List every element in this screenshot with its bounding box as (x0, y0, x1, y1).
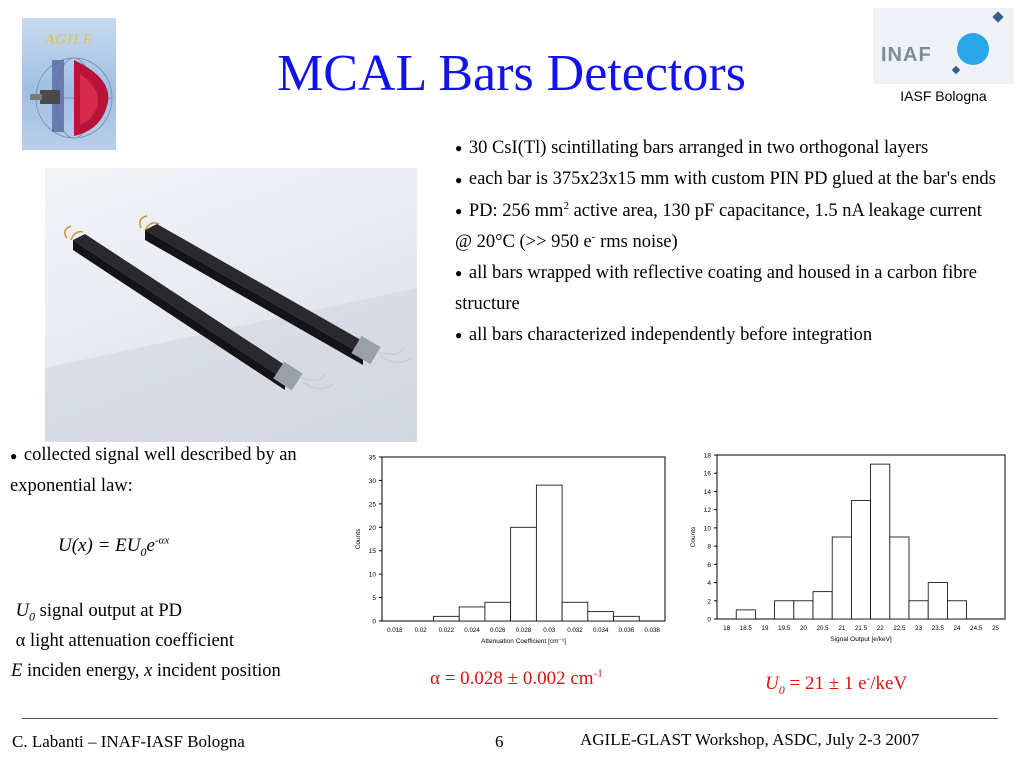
histogram-bar (890, 537, 909, 619)
x-tick-label: 18 (723, 625, 731, 632)
definition-e-x (11, 656, 281, 686)
bullet-item (455, 258, 1003, 320)
footer-author: C. Labanti – INAF-IASF Bologna (12, 732, 245, 751)
definition-text: inciden energy, (22, 661, 145, 681)
bullet-icon: ● (455, 266, 463, 280)
x-tick-label: 0.03 (543, 627, 556, 634)
alpha-result-text: α = 0.028 ± 0.002 cm (430, 668, 594, 689)
y-tick-label: 8 (707, 543, 711, 551)
bullet-text: rms noise) (595, 231, 678, 252)
bullet-text: all bars characterized independently before integration (468, 325, 873, 345)
y-tick-label: 18 (703, 452, 711, 460)
x-tick-label: 0.032 (567, 627, 583, 634)
inaf-caption: IASF Bologna (900, 88, 987, 104)
x-tick-label: 23 (915, 625, 923, 632)
x-tick-label: 0.036 (618, 627, 635, 634)
x-tick-label: 19 (761, 625, 769, 632)
description-text: collected signal well described by an exponential law: (10, 445, 297, 496)
bullet-text: PD: 256 mm (468, 200, 564, 221)
superscript: 2 (563, 199, 569, 212)
x-tick-label: 19.5 (778, 625, 791, 632)
histogram-bar (562, 602, 588, 621)
csi-bars-image (45, 168, 417, 442)
y-tick-label: 0 (707, 616, 711, 624)
x-tick-label: 20.5 (816, 625, 829, 632)
symbol: E (11, 661, 23, 681)
y-tick-label: 5 (372, 595, 376, 603)
bullet-text: active area, 130 pF capacitance, 1.5 nA leakage current @ 20°C (>> 950 e (455, 200, 982, 252)
y-tick-label: 30 (368, 477, 376, 485)
symbol: U (765, 673, 779, 694)
attenuation-histogram (355, 447, 675, 652)
superscript: -1 (593, 667, 603, 680)
x-tick-label: 0.02 (414, 627, 427, 634)
y-tick-label: 4 (707, 580, 711, 588)
page-number: 6 (495, 732, 504, 751)
histogram-bar (909, 601, 928, 619)
x-tick-label: 22 (876, 625, 884, 632)
u0-result-unit: /keV (870, 673, 908, 694)
histogram-bar (459, 607, 485, 621)
histogram-bar (485, 602, 511, 621)
bullet-icon: ● (455, 141, 463, 156)
formula-exp-base: e (146, 535, 155, 556)
x-tick-label: 20 (799, 625, 807, 632)
definition-u0 (11, 596, 281, 626)
x-tick-label: 0.022 (438, 627, 455, 634)
definition-alpha (11, 626, 281, 656)
y-tick-label: 16 (703, 470, 711, 478)
symbol: α (15, 631, 26, 651)
histogram-bar (832, 537, 851, 619)
page-title: MCAL Bars Detectors (277, 45, 746, 102)
x-tick-label: 0.028 (515, 627, 532, 634)
histogram-bar (511, 527, 537, 621)
formula-subscript: 0 (140, 544, 147, 559)
alpha-result (430, 668, 603, 690)
x-tick-label: 24 (953, 625, 961, 632)
feature-bullet-list (455, 133, 1003, 351)
bullet-text: each bar is 375x23x15 mm with custom PIN PD glued at the bar's ends (468, 169, 996, 190)
x-tick-label: 0.034 (592, 627, 609, 634)
y-tick-label: 14 (703, 488, 711, 496)
bullet-item (455, 196, 1003, 258)
bullet-icon: ● (455, 328, 463, 343)
u0-result-text: = 21 ± 1 e (784, 673, 867, 694)
inaf-logo-text: INAF (881, 44, 932, 66)
definition-text: signal output at PD (35, 601, 182, 621)
histogram-bar (851, 501, 870, 619)
histogram-bar (433, 616, 459, 621)
x-tick-label: 21 (838, 625, 846, 632)
u0-result (765, 673, 907, 695)
symbol-subscript: 0 (778, 682, 785, 697)
x-axis-label: Signal Output [e/keV] (830, 636, 892, 643)
signal-output-histogram (690, 447, 1015, 652)
definition-text: light attenuation coefficient (25, 631, 235, 651)
agile-logo-text: AGILE (45, 32, 93, 48)
bullet-text: all bars wrapped with reflective coating and housed in a carbon fibre structure (455, 262, 977, 314)
superscript: - (591, 230, 596, 243)
bullet-text: 30 CsI(Tl) scintillating bars arranged in two orthogonal layers (468, 138, 929, 158)
histogram-bar (536, 485, 562, 621)
symbol-definitions (11, 596, 281, 686)
symbol: U (15, 601, 29, 621)
y-axis-label: Counts (690, 526, 697, 548)
y-tick-label: 2 (707, 598, 711, 606)
histogram-bar (928, 583, 947, 619)
x-tick-label: 23.5 (931, 625, 944, 632)
x-tick-label: 0.038 (644, 627, 660, 634)
histogram-bar (794, 601, 813, 619)
x-tick-label: 0.018 (387, 627, 403, 634)
inaf-logo (873, 8, 1014, 84)
y-tick-label: 6 (707, 561, 711, 569)
superscript: - (866, 672, 871, 685)
formula-exponent: -αx (154, 534, 170, 547)
footer-event: AGILE-GLAST Workshop, ASDC, July 2-3 2007 (580, 730, 920, 749)
csi-bars-photo (45, 168, 417, 442)
y-tick-label: 10 (703, 525, 711, 533)
bullet-item (455, 133, 1003, 164)
histogram-bar (871, 464, 890, 619)
x-tick-label: 0.024 (464, 627, 480, 634)
symbol: x (144, 661, 153, 681)
histogram-bar (775, 601, 794, 619)
y-axis-label: Counts (355, 528, 362, 550)
footer-divider (22, 718, 998, 719)
x-tick-label: 0.026 (490, 627, 506, 634)
definition-text: incident position (152, 661, 281, 681)
symbol-subscript: 0 (29, 609, 35, 624)
y-tick-label: 35 (368, 454, 376, 462)
x-tick-label: 21.5 (854, 625, 868, 632)
y-tick-label: 12 (703, 507, 711, 515)
formula-lhs: U(x) = EU (58, 535, 141, 556)
bullet-icon: ● (10, 448, 18, 463)
bullet-icon: ● (455, 172, 463, 187)
histogram-bar (736, 610, 755, 619)
histogram-bar (947, 601, 966, 619)
bullet-icon: ● (455, 203, 463, 218)
bullet-item (455, 320, 1003, 351)
y-tick-label: 15 (368, 548, 376, 556)
x-axis-label: Attenuation Coefficient [cm⁻¹] (481, 638, 566, 645)
histogram-bar (614, 616, 640, 621)
x-tick-label: 24.5 (970, 625, 983, 632)
bullet-item (455, 164, 1003, 195)
histogram-bar (813, 592, 832, 619)
exponential-formula (58, 535, 169, 557)
y-tick-label: 20 (368, 524, 376, 532)
y-tick-label: 10 (368, 571, 376, 579)
y-tick-label: 0 (372, 618, 376, 626)
x-tick-label: 22.5 (893, 625, 906, 632)
histogram-bar (588, 612, 614, 621)
y-tick-label: 25 (368, 501, 376, 509)
x-tick-label: 18.5 (739, 625, 752, 632)
signal-description (10, 440, 355, 501)
inaf-emblem-icon (873, 8, 1014, 84)
x-tick-label: 25 (991, 625, 999, 632)
